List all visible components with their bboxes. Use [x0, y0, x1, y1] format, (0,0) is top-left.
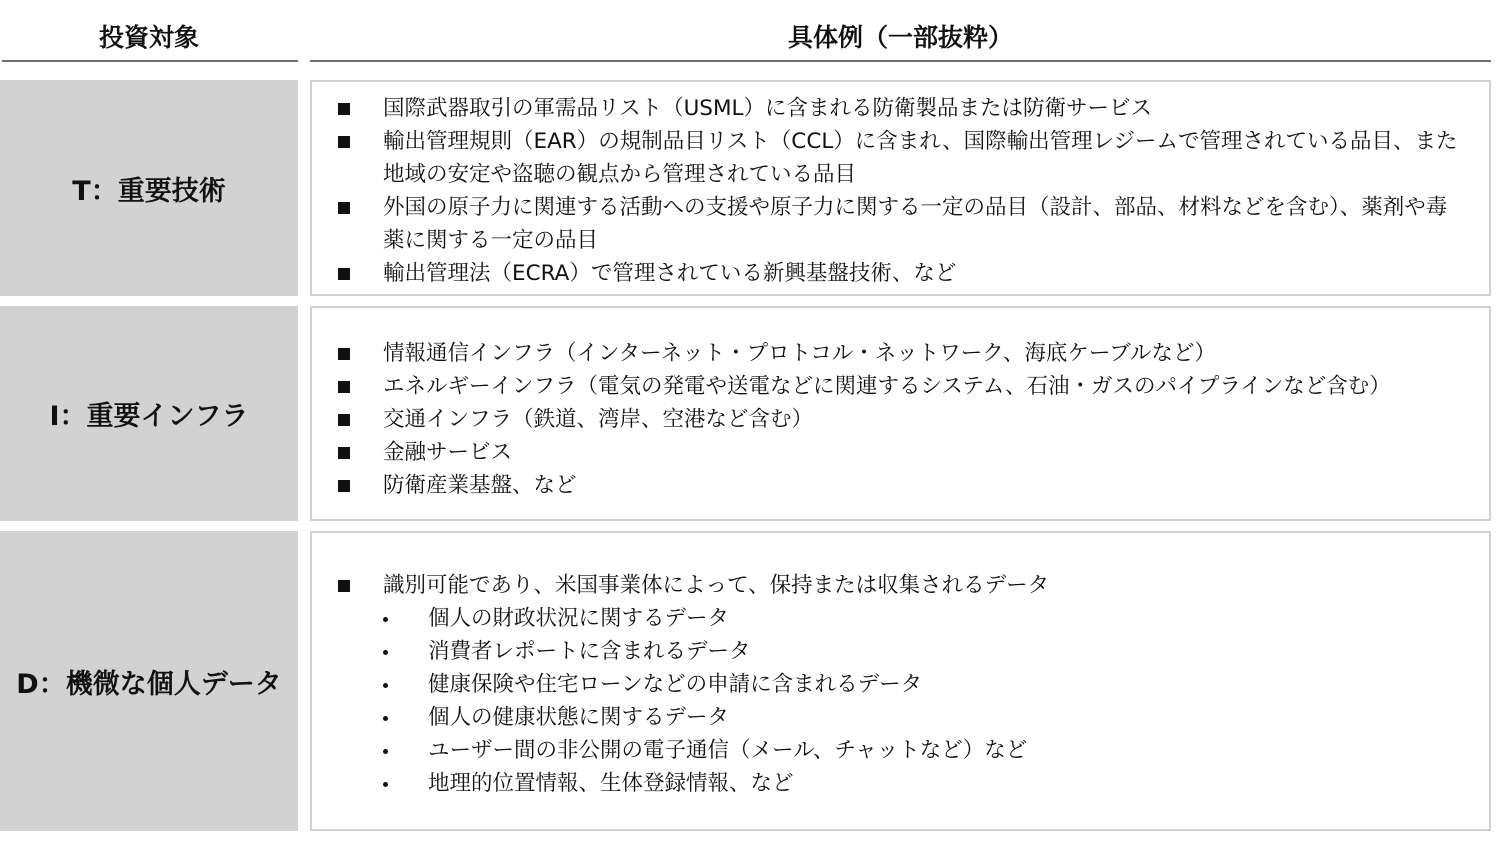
sub-list-item	[332, 602, 1467, 635]
list-item	[332, 403, 1467, 436]
header-investment-target: 投資対象	[98, 23, 199, 52]
sub-list-item	[332, 767, 1467, 800]
examples-box-critical-technology	[310, 80, 1491, 296]
example-list	[332, 92, 1467, 290]
list-item	[332, 469, 1467, 502]
list-item-text: 識別可能であり、米国事業体によって、保持または収集されるデータ	[383, 573, 1050, 598]
square-bullet-icon	[338, 103, 350, 115]
list-item	[332, 191, 1467, 257]
header-examples: 具体例（一部抜粋）	[787, 23, 1013, 52]
list-item-text: 輸出管理規則（EAR）の規制品目リスト（CCL）に含まれ、国際輸出管理レジームで管理されている品目、また地域の安定や盗聴の観点から管理されている品目	[383, 129, 1458, 187]
sub-list-item	[332, 701, 1467, 734]
list-item-text: 外国の原子力に関連する活動への支援や原子力に関する一定の品目（設計、部品、材料などを含む）、薬剤や毒薬に関する一定の品目	[383, 195, 1448, 253]
round-bullet-icon	[383, 650, 388, 655]
sub-list-item	[332, 635, 1467, 668]
square-bullet-icon	[338, 136, 350, 148]
square-bullet-icon	[338, 348, 350, 360]
list-item-text: 国際武器取引の軍需品リスト（USML）に含まれる防衛製品または防衛サービス	[383, 96, 1152, 121]
examples-box-critical-infrastructure	[310, 306, 1491, 521]
sub-list-item-text: 消費者レポートに含まれるデータ	[428, 639, 751, 664]
list-item-text: 輸出管理法（ECRA）で管理されている新興基盤技術、など	[383, 261, 957, 286]
category-sensitive-personal-data: D：機微な個人データ	[0, 531, 298, 831]
round-bullet-icon	[383, 782, 388, 787]
sub-list-item-text: 個人の健康状態に関するデータ	[428, 705, 730, 730]
examples-box-sensitive-personal-data	[310, 531, 1491, 831]
example-list	[332, 337, 1467, 502]
sub-list-item-text: ユーザー間の非公開の電子通信（メール、チャットなど）など	[428, 738, 1028, 763]
round-bullet-icon	[383, 716, 388, 721]
category-critical-infrastructure: I：重要インフラ	[0, 306, 298, 521]
header-divider-left	[2, 60, 298, 62]
list-item-text: 情報通信インフラ（インターネット・プロトコル・ネットワーク、海底ケーブルなど）	[383, 341, 1216, 366]
list-item-text: 交通インフラ（鉄道、湾岸、空港など含む）	[383, 407, 814, 432]
square-bullet-icon	[338, 381, 350, 393]
list-item	[332, 436, 1467, 469]
list-item-text: 金融サービス	[383, 440, 513, 465]
list-item	[332, 125, 1467, 191]
list-item-text: エネルギーインフラ（電気の発電や送電などに関連するシステム、石油・ガスのパイプラインなど含む）	[383, 374, 1391, 399]
sub-list-item-text: 健康保険や住宅ローンなどの申請に含まれるデータ	[428, 672, 923, 697]
list-item	[332, 337, 1467, 370]
list-item-text: 防衛産業基盤、など	[383, 473, 577, 498]
sub-list-item-text: 個人の財政状況に関するデータ	[428, 606, 730, 631]
square-bullet-icon	[338, 580, 350, 592]
category-critical-technology: T：重要技術	[0, 80, 298, 296]
square-bullet-icon	[338, 480, 350, 492]
round-bullet-icon	[383, 683, 388, 688]
sub-list-item	[332, 734, 1467, 767]
round-bullet-icon	[383, 749, 388, 754]
list-item	[332, 257, 1467, 290]
sub-list-item	[332, 668, 1467, 701]
round-bullet-icon	[383, 617, 388, 622]
list-item	[332, 569, 1467, 602]
list-item	[332, 370, 1467, 403]
square-bullet-icon	[338, 447, 350, 459]
square-bullet-icon	[338, 268, 350, 280]
header-divider-right	[310, 60, 1491, 62]
example-list	[332, 569, 1467, 800]
list-item	[332, 92, 1467, 125]
square-bullet-icon	[338, 202, 350, 214]
sub-list-item-text: 地理的位置情報、生体登録情報、など	[428, 771, 794, 796]
square-bullet-icon	[338, 414, 350, 426]
